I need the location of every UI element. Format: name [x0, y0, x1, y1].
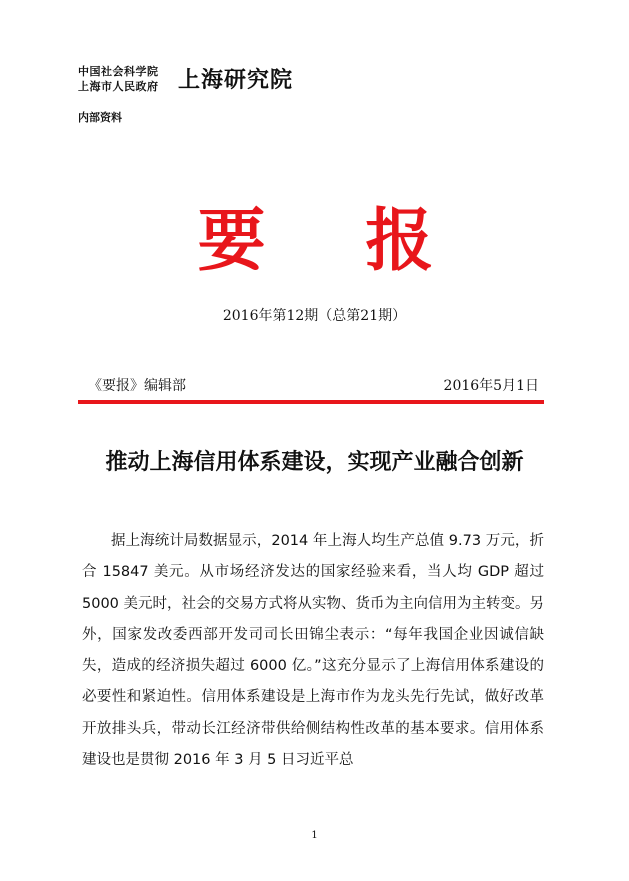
org-line-shanghai-gov: 上海市人民政府	[78, 80, 159, 93]
institute-name: 上海研究院	[178, 67, 294, 93]
masthead-title: 要 报	[197, 201, 472, 281]
editorial-department: 《要报》编辑部	[88, 378, 186, 394]
article-paragraph: 据上海统计局数据显示，2014 年上海人均生产总值 9.73 万元，折合 15847 美元。从市场经济发达的国家经验来看，当人均 GDP 超过 5000 美元时，社会的交易方式将从实物、货币为主向信用为主转变。另外，国家发改委西部开发司司长田锦尘表示：“每年我国企业因诚信缺失，造成的经济损失超过 6000 亿。”这充分显示了上海信用体系建设的必要性和紧迫性。信用体系建设是上海市作为龙头先行先试，做好改革开放排头兵，带动长江经济带供给侧结构性改革的基本要求。信用体系建设也是贯彻 2016 年 3 月 5 日习近平总	[82, 533, 545, 769]
publication-date: 2016年5月1日	[443, 378, 539, 394]
org-line-cass: 中国社会科学院	[78, 65, 159, 78]
header-divider	[78, 400, 544, 404]
internal-material-label: 内部资料	[78, 111, 122, 124]
page-number: 1	[311, 830, 318, 841]
issue-number: 2016年第12期（总第21期）	[222, 308, 407, 324]
logo-organizations	[78, 64, 159, 94]
article-title: 推动上海信用体系建设，实现产业融合创新	[105, 449, 524, 475]
